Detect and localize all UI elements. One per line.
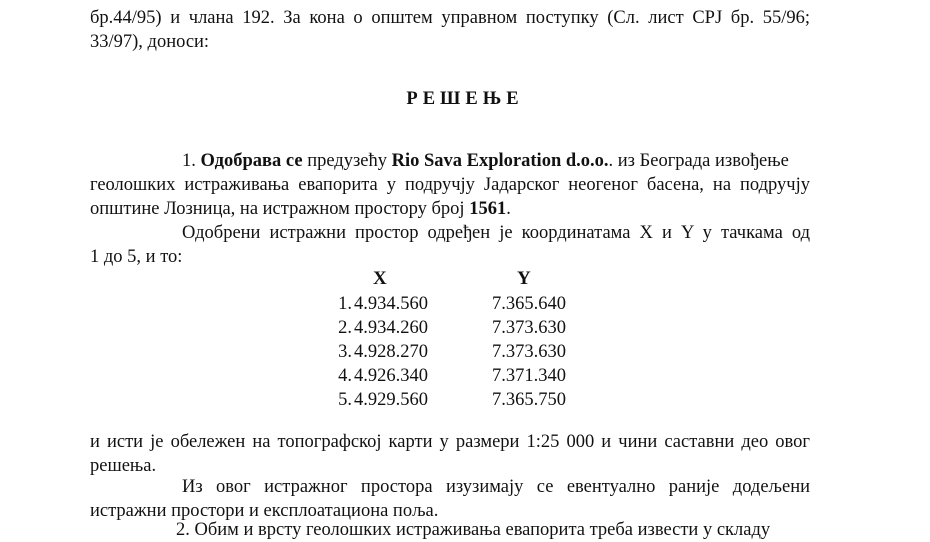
item-number: 1.	[182, 151, 196, 171]
coordinate-row: 3. 4.928.270 7.373.630	[338, 342, 566, 362]
coordinate-row: 2. 4.934.260 7.373.630	[338, 318, 566, 338]
y-column-header: Y	[517, 268, 531, 289]
from-city-text: . из Београда извођење	[608, 151, 789, 171]
paragraph-2-line-1: Одобрени истражни простор одређен је координатама X и Y у тачкама од	[182, 223, 810, 243]
space-number: 1561	[469, 199, 507, 219]
page-title: РЕШЕЊЕ	[406, 89, 524, 109]
intro-line-2: 33/97), доноси:	[90, 32, 210, 52]
to-company-text: предузећу	[307, 151, 387, 171]
paragraph-5-line-1: 2. Обим и врсту геолошких истраживања евапорита треба извести у складу	[176, 520, 771, 540]
paragraph-1-line-1	[182, 149, 789, 173]
paragraph-3-line-1: и исти је обележен на топографској карти у размери 1:25 000 и чини саставни део овог	[90, 432, 810, 452]
coordinate-row: 5. 4.929.560 7.365.750	[338, 390, 566, 410]
paragraph-1-line-2: геолошких истраживања евапорита у подручју Јадарског неогеног басена, на подручју	[90, 175, 810, 195]
paragraph-3-line-2: решења.	[90, 456, 157, 476]
coordinate-row: 1. 4.934.560 7.365.640	[338, 294, 566, 314]
paragraph-2-line-2: 1 до 5, и то:	[90, 247, 183, 267]
paragraph-4-line-1: Из овог истражног простора изузимају се евентуално раније додељени	[182, 477, 810, 497]
company-name: Rio Sava Exploration d.o.o.	[391, 151, 609, 171]
approves-text: Одобрава се	[200, 151, 303, 171]
paragraph-1-line-3: општине Лозница, на истражном простору број 1561.	[90, 199, 511, 219]
paragraph-4-line-2: истражни простори и експлоатациона поља.	[90, 501, 439, 521]
intro-line-1: бр.44/95) и члана 192. За кона о општем управном поступку (Сл. лист СРЈ бр. 55/96;	[90, 8, 810, 28]
coordinate-row: 4. 4.926.340 7.371.340	[338, 366, 566, 386]
x-column-header: X	[373, 268, 387, 289]
